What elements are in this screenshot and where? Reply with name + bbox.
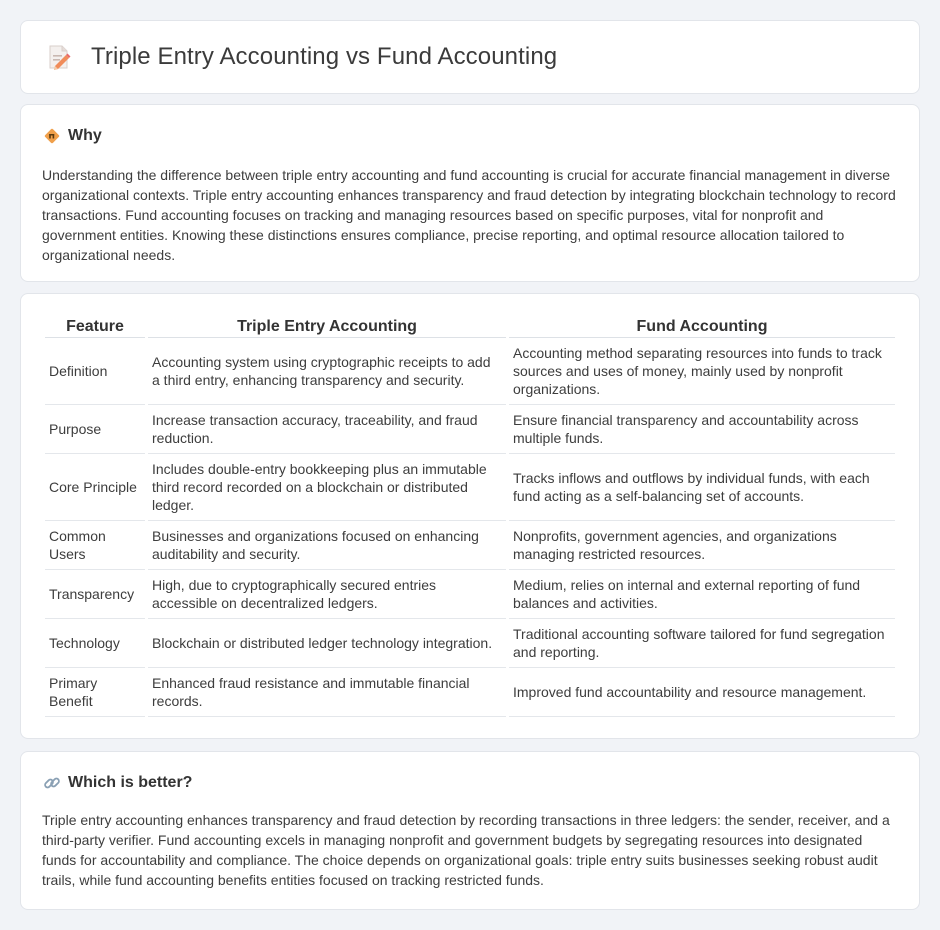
triple-entry-cell: Includes double-entry bookkeeping plus an immutable third record recorded on a blockchain or distributed ledger. <box>148 454 506 521</box>
header-fund: Fund Accounting <box>509 316 895 338</box>
table-row <box>45 454 895 521</box>
fund-cell: Medium, relies on internal and external reporting of fund balances and activities. <box>509 570 895 619</box>
header-triple-entry: Triple Entry Accounting <box>148 316 506 338</box>
fund-cell: Accounting method separating resources into funds to track sources and uses of money, mainly used by nonprofit organizations. <box>509 338 895 405</box>
triple-entry-cell: High, due to cryptographically secured entries accessible on decentralized ledgers. <box>148 570 506 619</box>
better-header <box>43 774 192 792</box>
why-title: Why <box>68 127 102 144</box>
fund-cell: Improved fund accountability and resource management. <box>509 668 895 717</box>
triple-entry-cell: Enhanced fraud resistance and immutable financial records. <box>148 668 506 717</box>
feature-cell: Primary Benefit <box>45 668 145 717</box>
table-row <box>45 405 895 454</box>
comparison-card <box>20 293 920 739</box>
triple-entry-cell: Businesses and organizations focused on enhancing auditability and security. <box>148 521 506 570</box>
fund-cell: Traditional accounting software tailored for fund segregation and reporting. <box>509 619 895 668</box>
table-row <box>45 521 895 570</box>
better-body: Triple entry accounting enhances transparency and fraud detection by recording transactions in three ledgers: the sender, receiver, and a third-party verifier. Fund accounting excels in managing nonprofit and government budgets by segregating resources into designated funds for accountability and compliance. The choice depends on organizational goals: triple entry suits businesses seeking robust audit trails, while fund accounting benefits entities focused on tracking restricted funds. <box>42 812 890 888</box>
feature-cell: Transparency <box>45 570 145 619</box>
better-title: Which is better? <box>68 774 193 791</box>
feature-cell: Purpose <box>45 405 145 454</box>
fund-cell: Nonprofits, government agencies, and organizations managing restricted resources. <box>509 521 895 570</box>
why-body: Understanding the difference between triple entry accounting and fund accounting is crucial for accurate financial management in diverse organizational contexts. Triple entry accounting enhances transparency and fraud detection by integrating blockchain technology to record transactions. Fund accounting focuses on tracking and managing resources based on specific purposes, vital for nonprofit and government entities. Knowing these distinctions ensures compliance, precise reporting, and optimal resource allocation tailored to organizational needs. <box>42 167 896 263</box>
diamond-sign-icon <box>43 127 61 145</box>
comparison-table <box>42 316 898 717</box>
feature-cell: Definition <box>45 338 145 405</box>
table-row <box>45 668 895 717</box>
link-icon <box>43 774 61 792</box>
header-feature: Feature <box>45 316 145 338</box>
table-row <box>45 619 895 668</box>
which-better-section <box>20 751 920 910</box>
feature-cell: Core Principle <box>45 454 145 521</box>
title-card <box>20 20 920 94</box>
table-row <box>45 338 895 405</box>
table-row <box>45 570 895 619</box>
why-header <box>43 127 102 145</box>
triple-entry-cell: Blockchain or distributed ledger technology integration. <box>148 619 506 668</box>
triple-entry-cell: Increase transaction accuracy, traceability, and fraud reduction. <box>148 405 506 454</box>
feature-cell: Technology <box>45 619 145 668</box>
page-title: Triple Entry Accounting vs Fund Accounting <box>91 43 558 70</box>
feature-cell: Common Users <box>45 521 145 570</box>
fund-cell: Tracks inflows and outflows by individual funds, with each fund acting as a self-balancing set of accounts. <box>509 454 895 521</box>
why-section <box>20 104 920 282</box>
triple-entry-cell: Accounting system using cryptographic receipts to add a third entry, enhancing transparency and security. <box>148 338 506 405</box>
fund-cell: Ensure financial transparency and accountability across multiple funds. <box>509 405 895 454</box>
title-row <box>47 43 557 71</box>
document-pencil-icon <box>47 44 71 70</box>
table-header-row <box>45 316 895 338</box>
